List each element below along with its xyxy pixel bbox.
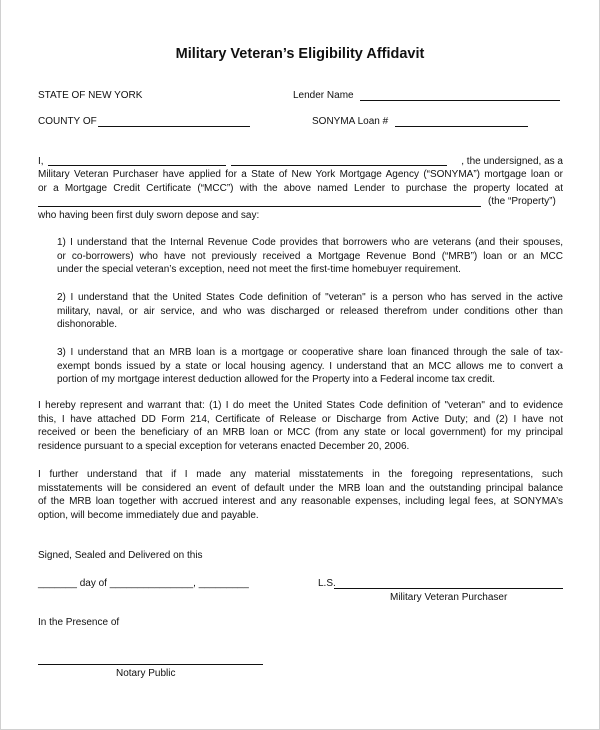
property-address-field[interactable]	[38, 196, 481, 207]
further-paragraph	[38, 468, 563, 522]
lender-name-label: Lender Name	[293, 90, 354, 101]
item-2	[57, 291, 563, 332]
page-border-left	[0, 0, 1, 730]
item-line: portion of my mortgage interest deduction allowed for the Property into a Federal income tax credit.	[57, 374, 496, 386]
further-line: misstatements will be considered an event of default under the MRB loan and the outstanding principal balance	[38, 482, 563, 494]
sworn-text: who having been first duly sworn depose and say:	[38, 210, 260, 221]
intro-line: or a Mortgage Credit Certificate (“MCC”) with the above named Lender to purchase the property located at	[38, 182, 563, 194]
notary-signature-field[interactable]	[38, 654, 263, 665]
sonyma-loan-field[interactable]	[395, 116, 528, 127]
representation-line: residence pursuant to a special exception for veterans enacted December 20, 2006.	[38, 440, 410, 452]
item-1	[57, 236, 563, 277]
presence-text: In the Presence of	[38, 617, 120, 628]
further-line: I further understand that if I made any material misstatements in the foregoing representations, such	[38, 469, 563, 480]
item-3	[57, 346, 563, 387]
county-field[interactable]	[98, 116, 250, 127]
item-line: or co-borrowers) who have not previously received a Mortgage Revenue Bond (“MRB”) loan or an MCC	[57, 250, 563, 262]
intro-i-label: I,	[38, 156, 44, 167]
date-line[interactable]: _______ day of _______________, _________	[38, 578, 249, 589]
representation-line: received or been the beneficiary of an MRB loan or MCC (from any state or local government) for my principal	[38, 427, 563, 439]
veteran-name-field-2[interactable]	[231, 155, 447, 166]
intro-line: Military Veteran Purchaser have applied for a State of New York Mortgage Agency (“SONYMA”) mortgage loan or	[38, 169, 563, 180]
intro-undersigned-text: , the undersigned, as a	[461, 156, 563, 167]
further-line: of the MRB loan together with accrued interest and any reasonable expenses, including legal fees, at SONYMA’s	[38, 496, 563, 508]
state-label: STATE OF NEW YORK	[38, 90, 143, 101]
property-label: (the “Property”)	[488, 196, 556, 207]
document-title: Military Veteran’s Eligibility Affidavit	[175, 46, 425, 62]
sonyma-loan-label: SONYMA Loan #	[312, 116, 389, 127]
representation-paragraph	[38, 399, 563, 453]
lender-name-field[interactable]	[360, 90, 560, 101]
item-line: 3) I understand that an MRB loan is a mortgage or cooperative share loan financed through the sale of tax-	[57, 347, 563, 358]
representation-line: this, I have attached DD Form 214, Certificate of Release or Discharge from Active Duty; and (2) I have not	[38, 413, 563, 425]
further-line: option, will become immediately due and payable.	[38, 509, 259, 521]
representation-line: I hereby represent and warrant that: (1) I do meet the United States Code definition of "veteran" and to evidence	[38, 400, 563, 411]
purchaser-signature-field[interactable]	[334, 578, 563, 589]
ls-label: L.S.	[318, 578, 336, 589]
county-label: COUNTY OF	[38, 116, 97, 127]
signed-sealed-text: Signed, Sealed and Delivered on this	[38, 550, 203, 561]
veteran-name-field-1[interactable]	[48, 155, 226, 166]
item-line: under the special veteran’s exception, need not meet the first-time homebuyer requirement.	[57, 264, 461, 276]
item-line: exempt bonds issued by a state or local housing agency. I understand that an MCC allows me to convert a	[57, 360, 563, 372]
item-line: 1) I understand that the Internal Revenue Code provides that borrowers who are veterans (and their spouses,	[57, 237, 563, 248]
item-line: 2) I understand that the United States Code definition of "veteran" is a person who has served in the active	[57, 292, 563, 303]
purchaser-label: Military Veteran Purchaser	[390, 592, 508, 603]
item-line: dishonorable.	[57, 319, 118, 331]
intro-paragraph	[38, 168, 563, 195]
notary-label: Notary Public	[116, 668, 176, 679]
item-line: military, naval, or air service, and who was discharged or released therefrom under conditions other than	[57, 305, 563, 317]
